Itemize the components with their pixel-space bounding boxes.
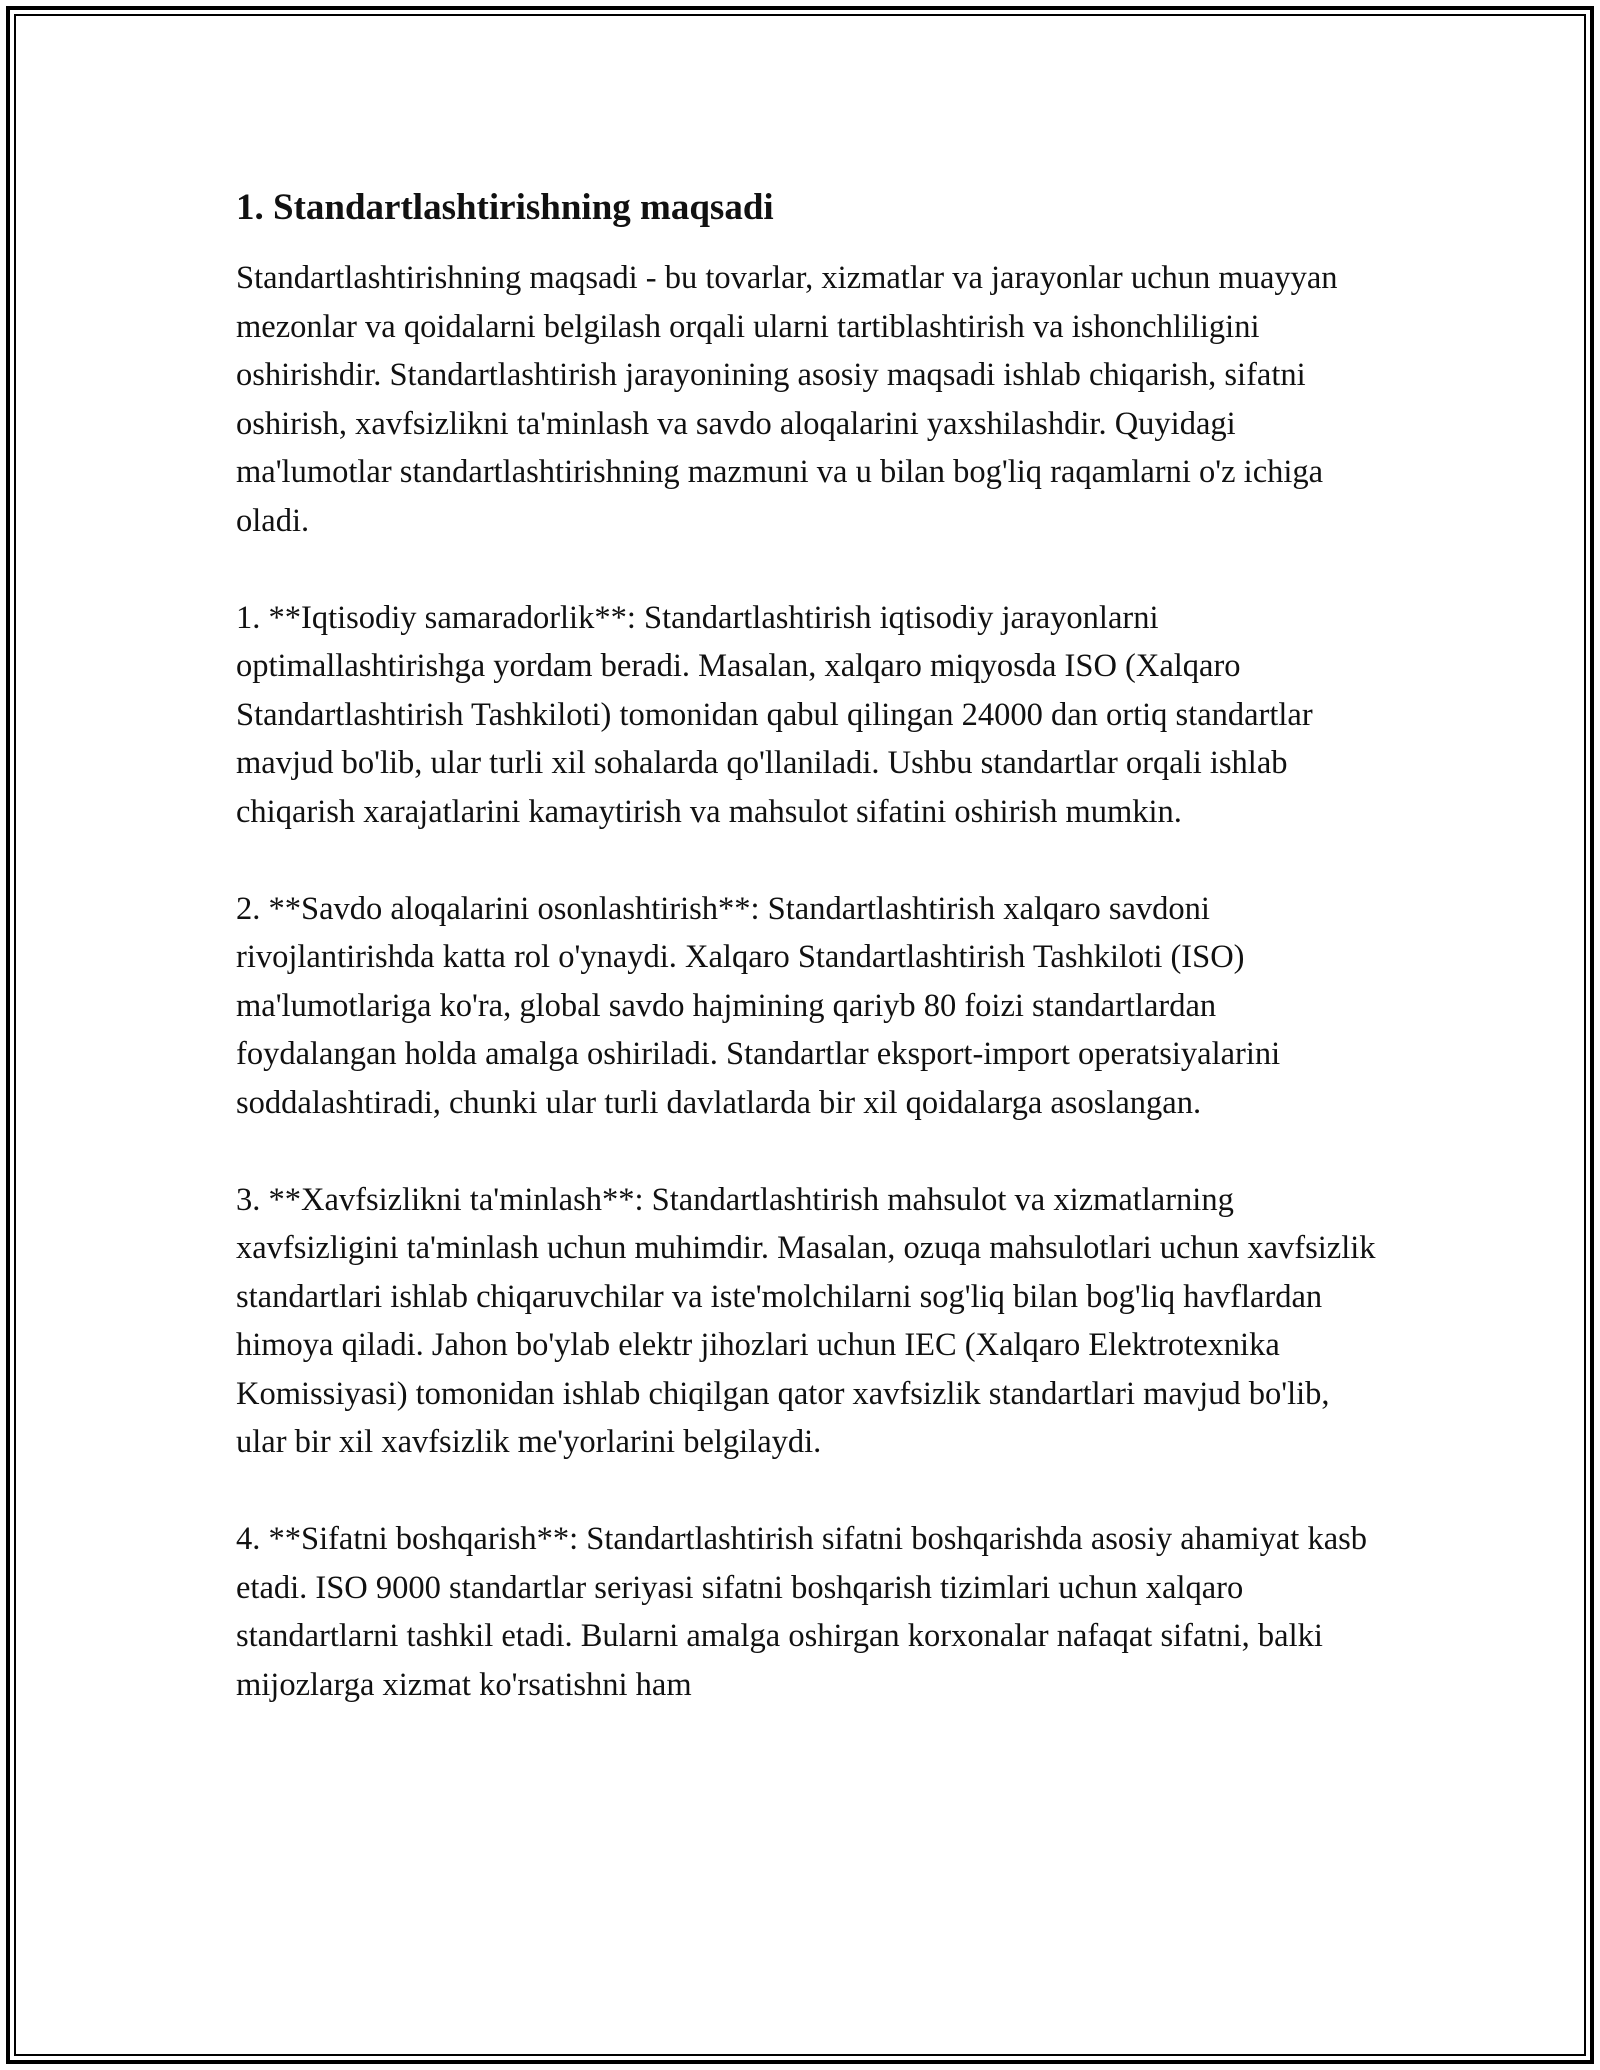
paragraph-quality-management: 4. **Sifatni boshqarish**: Standartlashtirish sifatni boshqarishda asosiy ahamiyat kasb etadi. ISO 9000 standartlar seriyasi sifatni boshqarish tizimlari uchun xalqaro standartlarni tashkil etadi. Bularni amalga oshirgan korxonalar nafaqat sifatni, balki mijozlarga xizmat ko'rsatishni ham bbox=[236, 1521, 1368, 1703]
document-body bbox=[236, 184, 1376, 1709]
paragraph-economic-efficiency: 1. **Iqtisodiy samaradorlik**: Standartlashtirish iqtisodiy jarayonlarni optimallashtirishga yordam beradi. Masalan, xalqaro miqyosda ISO (Xalqaro Standartlashtirish Tashkiloti) tomonidan qabul qilingan 24000 dan ortiq standartlar mavjud bo'lib, ular turli xil sohalarda qo'llaniladi. Ushbu standartlar orqali ishlab chiqarish xarajatlarini kamaytirish va mahsulot sifatini oshirish mumkin. bbox=[236, 599, 1313, 830]
intro-paragraph: Standartlashtirishning maqsadi - bu tovarlar, xizmatlar va jarayonlar uchun muayyan mezonlar va qoidalarni belgilash orqali ularni tartiblashtirish va ishonchliligini oshirishdir. Standartlashtirish jarayonining asosiy maqsadi ishlab chiqarish, sifatni oshirish, xavfsizlikni ta'minlash va savdo aloqalarini yaxshilashdir. Quyidagi ma'lumotlar standartlashtirishning mazmuni va u bilan bog'liq raqamlarni o'z ichiga oladi. bbox=[236, 260, 1338, 539]
paragraph-safety: 3. **Xavfsizlikni ta'minlash**: Standartlashtirish mahsulot va xizmatlarning xavfsizligini ta'minlash uchun muhimdir. Masalan, ozuqa mahsulotlari uchun xavfsizlik standartlari ishlab chiqaruvchilar va iste'molchilarni sog'liq bilan bog'liq havflardan himoya qiladi. Jahon bo'ylab elektr jihozlari uchun IEC (Xalqaro Elektrotexnika Komissiyasi) tomonidan ishlab chiqilgan qator xavfsizlik standartlari mavjud bo'lib, ular bir xil xavfsizlik me'yorlarini belgilaydi. bbox=[236, 1181, 1376, 1460]
paragraph-trade-facilitation: 2. **Savdo aloqalarini osonlashtirish**: Standartlashtirish xalqaro savdoni rivojlantirishda katta rol o'ynaydi. Xalqaro Standartlashtirish Tashkiloti (ISO) ma'lumotlariga ko'ra, global savdo hajmining qariyb 80 foizi standartlardan foydalangan holda amalga oshiriladi. Standartlar eksport-import operatsiyalarini soddalashtiradi, chunki ular turli davlatlarda bir xil qoidalarga asoslangan. bbox=[236, 890, 1281, 1121]
section-heading: 1. Standartlashtirishning maqsadi bbox=[236, 187, 774, 228]
